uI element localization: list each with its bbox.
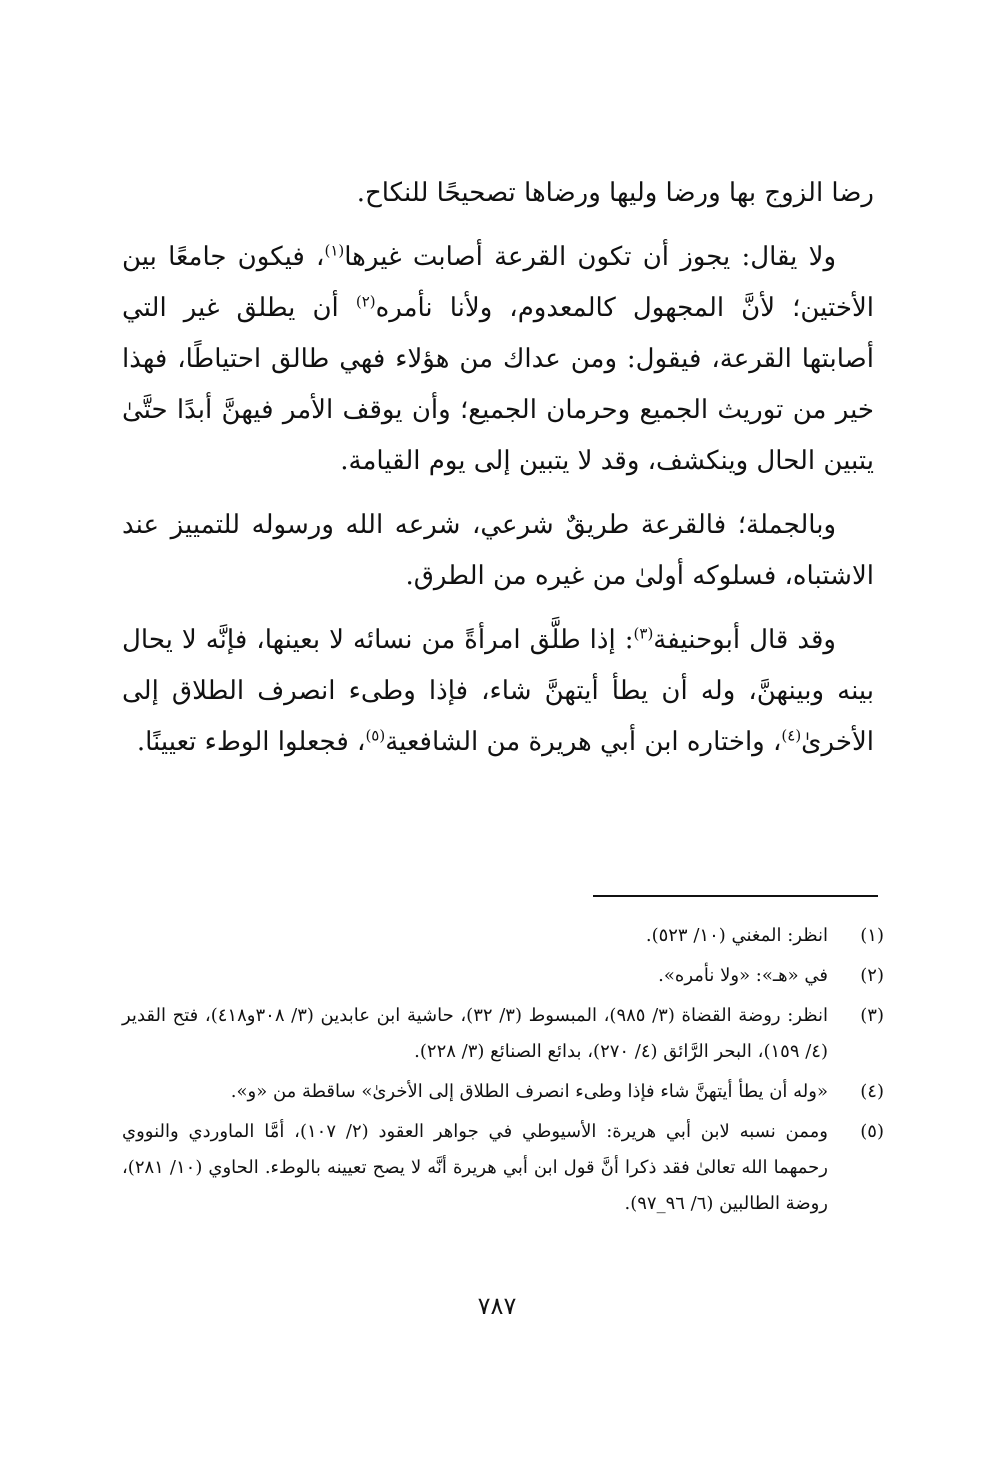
- footnote-separator: [593, 895, 878, 897]
- paragraph-1-text: رضا الزوج بها ورضا وليها ورضاها تصحيحًا للنكاح.: [356, 178, 874, 208]
- footnote-number: (٥): [860, 1121, 884, 1142]
- footnote-3: [122, 998, 884, 1070]
- paragraph-2: [122, 232, 874, 487]
- paragraph-4-text-a: وقد قال أبوحنيفة: [653, 625, 836, 655]
- footnote-number: (٤): [860, 1081, 884, 1102]
- footnote-number: (٢): [860, 965, 884, 986]
- footnote-number: (١): [860, 925, 884, 946]
- footnotes: [122, 918, 884, 1226]
- footnote-5: [122, 1114, 884, 1222]
- paragraph-3: [122, 500, 874, 602]
- paragraph-4-text-c: ، واختاره ابن أبي هريرة من الشافعية: [385, 727, 782, 757]
- footnote-text: في «هـ»: «ولا نأمره».: [658, 965, 828, 986]
- footnote-ref-5: (٥): [365, 726, 386, 745]
- footnote-text: وممن نسبه لابن أبي هريرة: الأسيوطي في جواهر العقود (٢/ ١٠٧)، أمَّا الماوردي والنووي رحمهما الله تعالىٰ فقد ذكرا أنَّ قول ابن أبي هريرة أنَّه لا يصح تعيينه بالوطء. الحاوي (١٠/ ٢٨١)، روضة الطالبين (٦/ ٩٦_٩٧).: [122, 1121, 828, 1214]
- footnote-text: انظر: روضة القضاة (٣/ ٩٨٥)، المبسوط (٣/ ٣٢)، حاشية ابن عابدين (٣/ ٣٠٨و٤١٨)، فتح القدير (٤/ ١٥٩)، البحر الرَّائق (٤/ ٢٧٠)، بدائع الصنائع (٣/ ٢٢٨).: [122, 1005, 829, 1062]
- paragraph-3-text: وبالجملة؛ فالقرعة طريقٌ شرعي، شرعه الله ورسوله للتمييز عند الاشتباه، فسلوكه أولىٰ من غيره من الطرق.: [122, 510, 874, 591]
- footnote-text: «وله أن يطأ أيتهنَّ شاء فإذا وطىء انصرف الطلاق إلى الأخرىٰ» ساقطة من «و».: [230, 1081, 828, 1102]
- footnote-number: (٣): [860, 1005, 884, 1026]
- footnote-ref-4: (٤): [781, 726, 802, 745]
- paragraph-2-text-c: أن يطلق غير التي أصابتها القرعة، فيقول: ومن عداك من هؤلاء فهي طالق احتياطًا، فهذا خير من توريث الجميع وحرمان الجميع؛ وأن يوقف الأمر فيهنَّ أبدًا حتَّىٰ يتبين الحال وينكشف، وقد لا يتبين إلى يوم القيامة.: [122, 293, 874, 476]
- footnote-2: [122, 958, 884, 994]
- paragraph-2-text-a: ولا يقال: يجوز أن تكون القرعة أصابت غيرها: [344, 242, 836, 272]
- footnote-text: انظر: المغني (١٠/ ٥٢٣).: [645, 925, 828, 946]
- paragraph-4-text-d: ، فجعلوا الوطء تعيينًا.: [136, 727, 366, 757]
- page-number: ٧٨٧: [477, 1292, 517, 1320]
- footnote-4: [122, 1074, 884, 1110]
- footnote-ref-3: (٣): [633, 624, 654, 643]
- paragraph-1: [122, 168, 874, 219]
- footnote-ref-1: (١): [324, 241, 345, 260]
- paragraph-2-text-b: ، فيكون جامعًا بين الأختين؛ لأنَّ المجهول كالمعدوم، ولأنا نأمره: [122, 242, 874, 323]
- main-text: [122, 168, 874, 781]
- paragraph-4-text-b: : إذا طلَّق امرأةً من نسائه لا بعينها، فإنَّه لا يحال بينه وبينهنَّ، وله أن يطأ أيتهنَّ شاء، فإذا وطىء انصرف الطلاق إلى الأخرىٰ: [122, 625, 874, 757]
- footnote-1: [122, 918, 884, 954]
- paragraph-4: [122, 615, 874, 768]
- footnote-ref-2: (٢): [355, 292, 376, 311]
